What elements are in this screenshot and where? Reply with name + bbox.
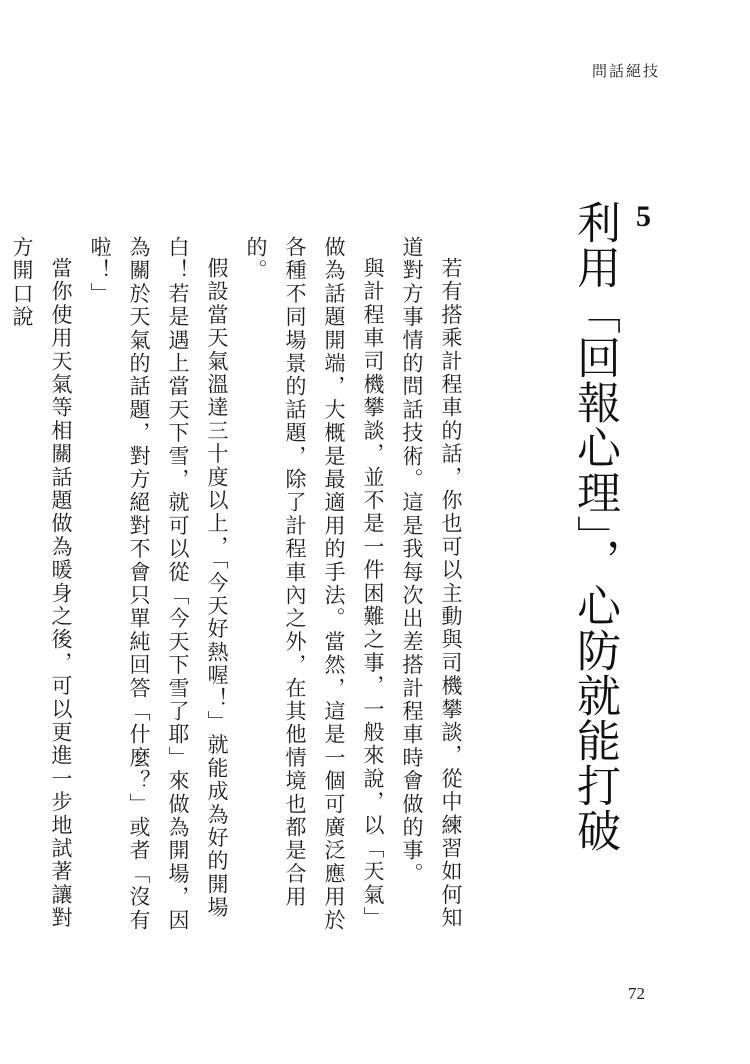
paragraph-1: 若有搭乘計程車的話，你也可以主動與司機攀談，從中練習如何知道對方事情的問話技術。這是我每次出差搭計程車時會做的事。 [400, 236, 463, 930]
chapter-title: 利用「回報心理」，心防就能打破 [569, 200, 620, 853]
body-text [2, 236, 470, 936]
page-number: 72 [628, 984, 645, 1003]
paragraph-3: 假設當天氣溫達三十度以上，「今天好熱喔！」就能成為好的開場白！若是遇上當天下雪，就可以從「今天下雪了耶」來做為開場，因為關於天氣的話題，對方絕對不會只單純回答「什麼？」或者「沒有啦！」 [88, 236, 229, 932]
paragraph-4: 當你使用天氣等相關話題做為暖身之後，可以更進一步地試著讓對方開口說 [10, 236, 73, 930]
chapter-number: 5 [627, 200, 660, 233]
running-header-title: 問話絕技 [591, 62, 660, 80]
chapter-heading [569, 200, 660, 853]
paragraph-2: 與計程車司機攀談，並不是一件困難之事，一般來說，以「天氣」做為話題開端，大概是最適用的手法。當然，這是一個可廣泛應用於各種不同場景的話題，除了計程車內之外，在其他情境也都是合用的。 [244, 236, 385, 932]
